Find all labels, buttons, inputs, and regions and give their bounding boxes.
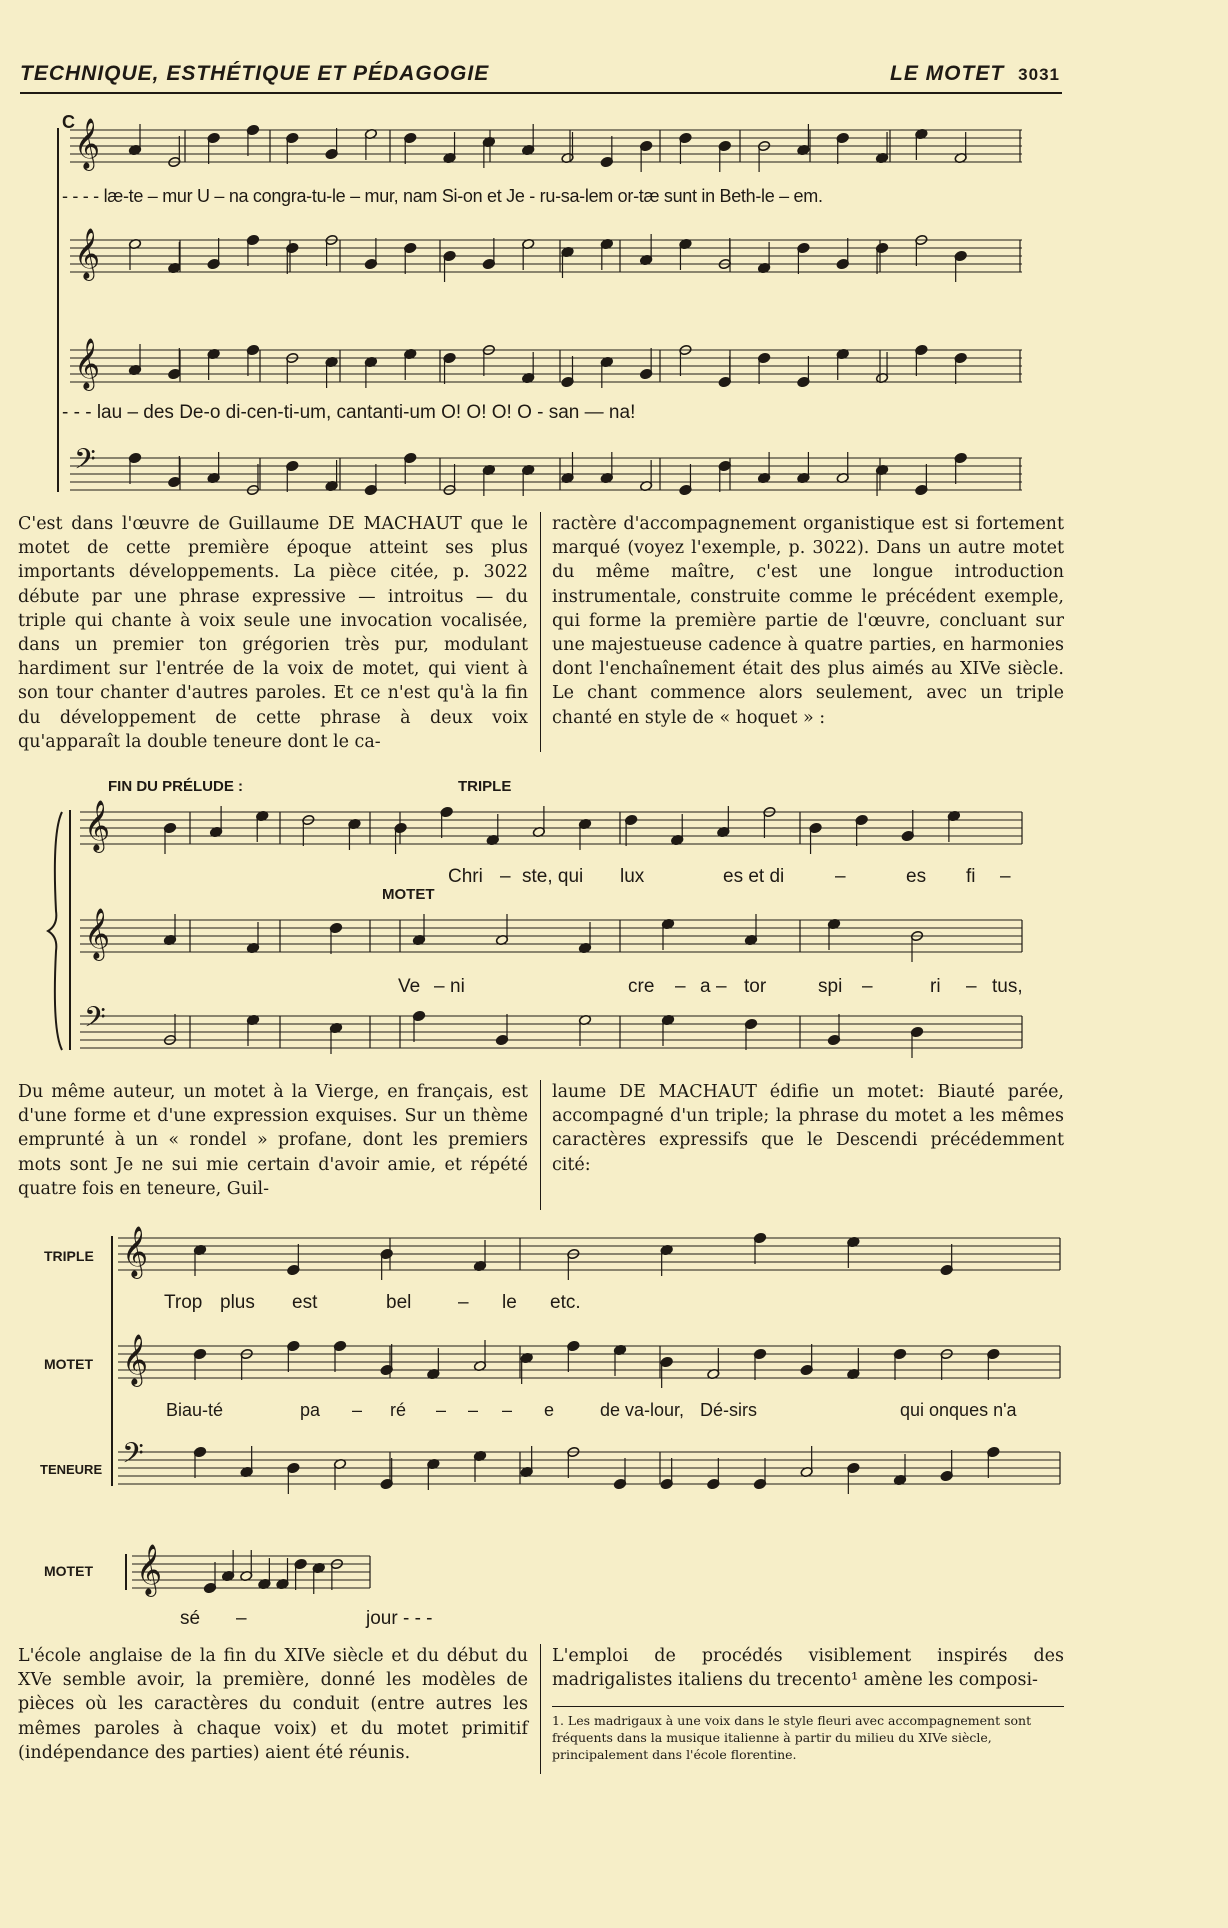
label-motet-3: MOTET bbox=[44, 1356, 93, 1372]
lyric-syllable: – bbox=[500, 866, 511, 887]
label-triple: TRIPLE bbox=[458, 778, 512, 795]
example1-lyrics-motet: - - - lau – des De-o di-cen-ti-um, cantanti-um O! O! O! O - san — na! bbox=[62, 402, 636, 423]
paragraph-3-right-text: L'emploi de procédés visiblement inspirés des madrigalistes italiens du trecento¹ amène les composi- bbox=[552, 1646, 1064, 1691]
example1-lyrics-triple: - - - - læ-te – mur U – na congra-tu-le – mur, nam Si-on et Je - ru-sa-lem or-tæ sunt in Beth-le – em. bbox=[62, 186, 823, 206]
paragraph-3-right bbox=[552, 1644, 1064, 1692]
lyric-syllable: etc. bbox=[550, 1292, 581, 1313]
lyric-syllable: – bbox=[352, 1400, 363, 1420]
treble-clef-icon: 𝄞 bbox=[122, 1226, 149, 1277]
paragraph-3-left-text: L'école anglaise de la fin du XIVe siècle et du début du XVe semble avoir, la première, donné les modèles de pièces où les caractères du conduit (entre autres les mêmes paroles à chaque voix) et du motet primitif (indépendance des parties) aient été réunis. bbox=[18, 1646, 528, 1763]
system-brace bbox=[48, 812, 62, 1050]
lyric-syllable: ni bbox=[450, 976, 465, 997]
label-motet: MOTET bbox=[382, 886, 435, 903]
paragraph-2-left-text: Du même auteur, un motet à la Vierge, en français, est d'une forme et d'une expression exquises. Sur un thème emprunté à un « rondel » profane, dont les premiers mots sont Je ne sui mie certain d'avoir amie, et répété quatre fois en teneure, Guil- bbox=[18, 1082, 528, 1199]
lyric-syllable: ste, qui bbox=[522, 866, 584, 887]
lyric-syllable: sé bbox=[180, 1608, 201, 1629]
label-triple-3: TRIPLE bbox=[44, 1248, 94, 1264]
lyric-syllable: ri bbox=[930, 976, 941, 997]
lyric-syllable: bel bbox=[386, 1292, 412, 1313]
lyric-syllable: spi bbox=[818, 976, 843, 997]
label-teneure-3: TENEURE bbox=[40, 1462, 103, 1477]
column-divider-3 bbox=[540, 1644, 541, 1774]
lyric-syllable: tor bbox=[744, 976, 767, 997]
lyric-syllable: – bbox=[236, 1608, 247, 1629]
lyric-syllable: pa bbox=[300, 1400, 321, 1420]
lyric-syllable: tus, bbox=[992, 976, 1023, 997]
column-divider bbox=[540, 512, 541, 752]
system-letter: C bbox=[62, 112, 75, 132]
lyric-syllable: – bbox=[716, 976, 727, 997]
treble-clef-icon: 𝄞 bbox=[74, 338, 101, 389]
lyric-syllable: Dé-sirs bbox=[700, 1400, 757, 1420]
lyric-syllable: Biau-té bbox=[166, 1400, 224, 1420]
paragraph-2-left bbox=[18, 1080, 528, 1201]
lyric-syllable: – bbox=[1000, 866, 1011, 887]
footnote bbox=[552, 1712, 1064, 1763]
lyric-syllable: Ve bbox=[398, 976, 421, 997]
lyric-syllable: fi bbox=[966, 866, 976, 887]
bass-clef-icon: 𝄢 bbox=[84, 1001, 106, 1041]
treble-clef-icon: 𝄞 bbox=[122, 1334, 149, 1385]
lyric-syllable: es bbox=[906, 866, 927, 887]
treble-clef-icon: 𝄞 bbox=[74, 118, 101, 169]
lyric-syllable: e bbox=[544, 1400, 555, 1420]
footnote-rule bbox=[552, 1706, 1064, 1707]
page-number: 3031 bbox=[1018, 65, 1060, 84]
lyric-syllable: plus bbox=[220, 1292, 255, 1313]
label-fin-du-prelude: FIN DU PRÉLUDE : bbox=[108, 778, 243, 795]
paragraph-1-left-text: C'est dans l'œuvre de Guillaume DE MACHAUT que le motet de cette première époque atteint ses plus importants développements. La pièce citée, p. 3022 débute par une phrase expressive — introitus — du triple qui chante à voix seule une invocation vocalisée, dans un premier ton grégorien très pur, modulant hardiment sur l'entrée de la voix de motet, qui vient à son tour chanter d'autres paroles. Et ce n'est qu'à la fin du développement de cette phrase à deux voix qu'apparaît la double teneure dont le ca- bbox=[18, 514, 528, 752]
treble-clef-icon: 𝄞 bbox=[74, 228, 101, 279]
treble-clef-icon: 𝄞 bbox=[84, 908, 111, 959]
paragraph-2-right-text: laume DE MACHAUT édifie un motet: Biauté parée, accompagné d'un triple; la phrase du motet a les mêmes caractères expressifs que le Descendi précédemment cité: bbox=[552, 1082, 1064, 1175]
paragraph-1-left bbox=[18, 512, 528, 754]
lyric-syllable: – bbox=[502, 1400, 513, 1420]
paragraph-1-right-text: ractère d'accompagnement organistique est si fortement marqué (voyez l'exemple, p. 3022). Dans un autre motet du même maître, c'est une longue introduction instrumentale, construite comme le précédent exemple, qui forme la première partie de l'œuvre, concluant sur une majestueuse cadence à quatre parties, en harmonies dont l'enchaînement était des plus aimés au XIVe siècle. Le chant commence alors seulement, avec un triple chanté en style de « hoquet » : bbox=[552, 514, 1064, 728]
bass-clef-icon: 𝄢 bbox=[74, 443, 96, 483]
lyric-syllable: de va-lour, bbox=[600, 1400, 685, 1420]
music-example-1 bbox=[48, 118, 1060, 1597]
lyric-syllable: – bbox=[862, 976, 873, 997]
lyric-syllable: est bbox=[292, 1292, 318, 1313]
lyric-syllable: – bbox=[835, 866, 846, 887]
lyric-syllable: cre bbox=[628, 976, 655, 997]
lyric-syllable: lux bbox=[620, 866, 645, 887]
header-article-title: LE MOTET bbox=[890, 62, 1005, 85]
lyric-syllable: qui onques n'a bbox=[900, 1400, 1017, 1420]
lyric-syllable: es et di bbox=[723, 866, 785, 887]
lyric-syllable: Trop bbox=[164, 1292, 203, 1313]
lyric-syllable: Chri bbox=[448, 866, 483, 887]
header-section-title: TECHNIQUE, ESTHÉTIQUE ET PÉDAGOGIE bbox=[20, 62, 490, 85]
lyric-syllable: – bbox=[436, 1400, 447, 1420]
lyric-syllable: – bbox=[675, 976, 686, 997]
lyric-syllable: – bbox=[434, 976, 445, 997]
lyric-syllable: jour - - - bbox=[366, 1608, 433, 1629]
lyric-syllable: – bbox=[966, 976, 977, 997]
lyric-syllable: – bbox=[468, 1400, 479, 1420]
treble-clef-icon: 𝄞 bbox=[136, 1544, 163, 1595]
label-motet-4: MOTET bbox=[44, 1563, 93, 1579]
paragraph-1-right bbox=[552, 512, 1064, 730]
lyric-syllable: ré bbox=[390, 1400, 407, 1420]
bass-clef-icon: 𝄢 bbox=[122, 1437, 144, 1477]
footnote-text: 1. Les madrigaux à une voix dans le style fleuri avec accompagnement sont fréquents dans la musique italienne à partir du milieu du XIVe siècle, principalement dans l'école florentine. bbox=[552, 1713, 1032, 1762]
lyric-syllable: a bbox=[700, 976, 711, 997]
column-divider-2 bbox=[540, 1080, 541, 1210]
lyric-syllable: – bbox=[458, 1292, 469, 1313]
lyric-syllable: le bbox=[502, 1292, 517, 1313]
paragraph-3-left bbox=[18, 1644, 528, 1765]
treble-clef-icon: 𝄞 bbox=[84, 800, 111, 851]
paragraph-2-right bbox=[552, 1080, 1064, 1177]
